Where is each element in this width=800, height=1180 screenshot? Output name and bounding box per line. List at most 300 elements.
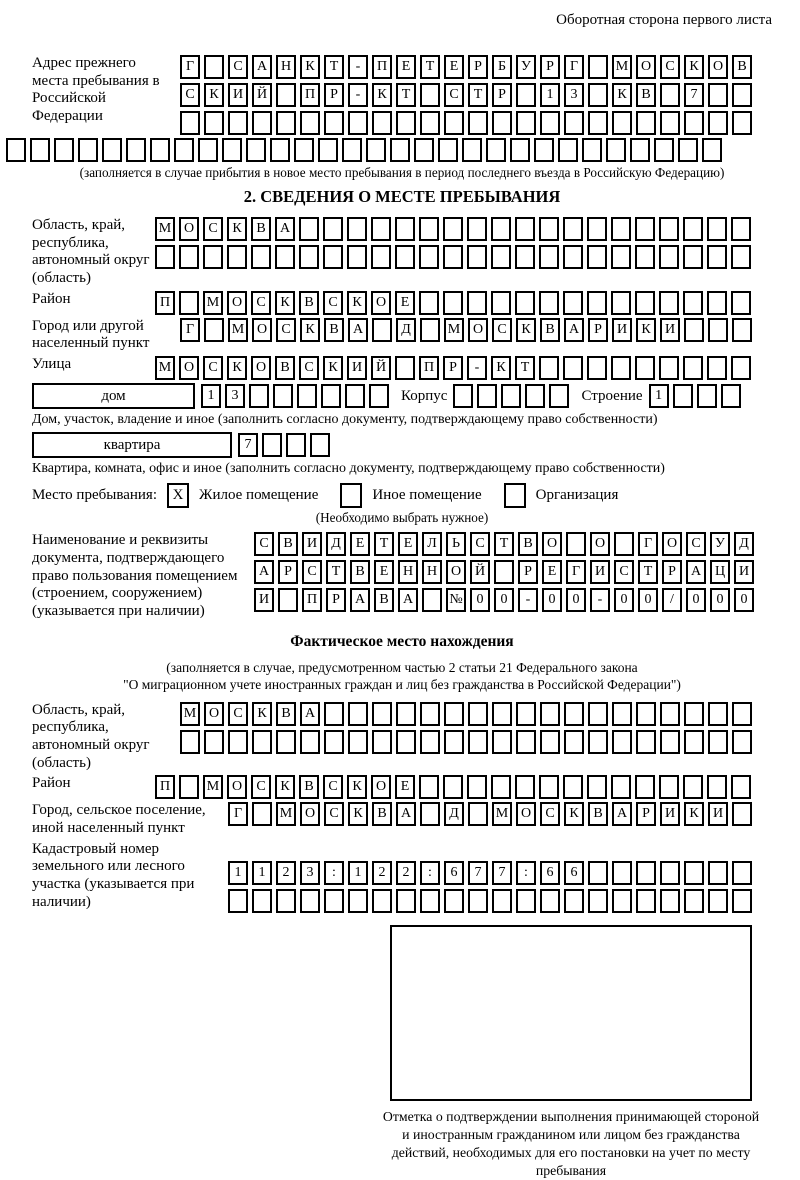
char-cell: Й <box>371 356 391 380</box>
street-field <box>32 356 772 380</box>
char-cell <box>278 588 298 612</box>
char-cell <box>732 83 752 107</box>
char-cell <box>204 111 224 135</box>
char-cell: 3 <box>300 861 320 885</box>
char-cell <box>420 730 440 754</box>
char-cell <box>420 111 440 135</box>
char-cell: С <box>254 532 274 556</box>
actual-region-field <box>32 702 772 773</box>
char-cell: М <box>203 775 223 799</box>
actual-city-field <box>32 802 772 837</box>
char-cell: К <box>347 775 367 799</box>
char-cell: 0 <box>710 588 730 612</box>
char-cell <box>294 138 314 162</box>
char-cell <box>708 889 728 913</box>
char-cell <box>635 356 655 380</box>
char-cell <box>276 889 296 913</box>
char-cell: М <box>612 55 632 79</box>
char-cell <box>516 702 536 726</box>
char-cell: С <box>614 560 634 584</box>
char-cell <box>324 889 344 913</box>
char-cell: О <box>179 217 199 241</box>
char-cell: С <box>492 318 512 342</box>
char-cell: К <box>347 291 367 315</box>
char-cell <box>635 775 655 799</box>
char-cell: К <box>612 83 632 107</box>
confirmation-stamp-box <box>390 925 752 1101</box>
char-cell: В <box>350 560 370 584</box>
char-cell <box>708 861 728 885</box>
char-cell <box>468 889 488 913</box>
char-cell <box>708 730 728 754</box>
stay-type-label: Место пребывания: <box>32 487 157 504</box>
char-cell <box>660 83 680 107</box>
char-cell <box>606 138 626 162</box>
char-cell <box>126 138 146 162</box>
char-cell <box>731 291 751 315</box>
char-cell: Н <box>398 560 418 584</box>
char-cell <box>347 217 367 241</box>
char-cell: Е <box>350 532 370 556</box>
char-cell <box>179 291 199 315</box>
char-cell: Д <box>734 532 754 556</box>
char-cell <box>636 111 656 135</box>
document-row-1 <box>254 532 754 556</box>
actual-region-label: Область, край, республика, автономный округ (область) <box>32 701 150 771</box>
char-cell: - <box>467 356 487 380</box>
char-cell: 1 <box>201 384 221 408</box>
char-cell: Р <box>324 83 344 107</box>
char-cell <box>515 245 535 269</box>
char-cell <box>203 245 223 269</box>
char-cell: 6 <box>444 861 464 885</box>
char-cell: М <box>155 356 175 380</box>
char-cell <box>564 702 584 726</box>
char-cell <box>246 138 266 162</box>
char-cell: О <box>636 55 656 79</box>
char-cell: Д <box>326 532 346 556</box>
char-cell <box>539 217 559 241</box>
actual-region-row-1 <box>180 702 752 726</box>
char-cell <box>420 802 440 826</box>
char-cell <box>659 356 679 380</box>
char-cell: Й <box>252 83 272 107</box>
char-cell <box>467 775 487 799</box>
char-cell <box>612 889 632 913</box>
char-cell: 0 <box>566 588 586 612</box>
house-box: дом <box>32 383 195 409</box>
char-cell: 3 <box>564 83 584 107</box>
stay-type-option-other: Иное помещение <box>372 487 482 504</box>
char-cell <box>492 730 512 754</box>
char-cell <box>396 730 416 754</box>
char-cell <box>612 861 632 885</box>
char-cell <box>516 83 536 107</box>
char-cell: К <box>275 291 295 315</box>
actual-location-title: Фактическое место нахождения <box>290 632 514 650</box>
char-cell: 2 <box>372 861 392 885</box>
char-cell <box>228 111 248 135</box>
char-cell: В <box>732 55 752 79</box>
char-cell: А <box>348 318 368 342</box>
char-cell <box>468 802 488 826</box>
char-cell <box>366 138 386 162</box>
char-cell <box>732 861 752 885</box>
char-cell <box>708 83 728 107</box>
char-cell <box>204 730 224 754</box>
char-cell: Е <box>542 560 562 584</box>
char-cell <box>78 138 98 162</box>
char-cell <box>444 111 464 135</box>
char-cell: 0 <box>686 588 706 612</box>
apartment-row <box>32 432 772 458</box>
char-cell <box>390 138 410 162</box>
char-cell <box>510 138 530 162</box>
char-cell <box>683 291 703 315</box>
char-cell <box>697 384 717 408</box>
char-cell <box>54 138 74 162</box>
char-cell <box>396 702 416 726</box>
char-cell <box>6 138 26 162</box>
char-cell: О <box>590 532 610 556</box>
char-cell: О <box>446 560 466 584</box>
char-cell <box>318 138 338 162</box>
char-cell: К <box>275 775 295 799</box>
stroenie-cells <box>649 384 741 408</box>
char-cell: 6 <box>564 861 584 885</box>
actual-district-field <box>32 775 772 799</box>
char-cell: 7 <box>684 83 704 107</box>
char-cell: О <box>371 775 391 799</box>
char-cell <box>273 384 293 408</box>
char-cell: И <box>347 356 367 380</box>
house-cells <box>201 384 389 408</box>
corner-note: Оборотная сторона первого листа <box>556 12 772 28</box>
char-cell <box>395 217 415 241</box>
char-cell <box>372 889 392 913</box>
char-cell <box>732 802 752 826</box>
house-row <box>32 383 772 409</box>
char-cell <box>564 730 584 754</box>
char-cell: О <box>516 802 536 826</box>
document-row-2 <box>254 560 754 584</box>
char-cell: : <box>324 861 344 885</box>
char-cell: Е <box>444 55 464 79</box>
char-cell <box>174 138 194 162</box>
char-cell: В <box>299 775 319 799</box>
char-cell <box>660 702 680 726</box>
char-cell <box>249 384 269 408</box>
char-cell: Т <box>638 560 658 584</box>
char-cell: 7 <box>238 433 258 457</box>
char-cell <box>587 217 607 241</box>
char-cell <box>396 111 416 135</box>
char-cell: П <box>302 588 322 612</box>
char-cell <box>684 889 704 913</box>
char-cell <box>549 384 569 408</box>
char-cell <box>707 217 727 241</box>
char-cell <box>707 245 727 269</box>
char-cell <box>566 532 586 556</box>
char-cell: К <box>491 356 511 380</box>
char-cell <box>563 775 583 799</box>
stay-type-option-residential: Жилое помещение <box>199 487 319 504</box>
char-cell: Т <box>396 83 416 107</box>
char-cell <box>684 702 704 726</box>
char-cell <box>678 138 698 162</box>
char-cell <box>252 111 272 135</box>
prev-address-field <box>32 55 772 135</box>
char-cell: Р <box>326 588 346 612</box>
apartment-cells <box>238 433 330 457</box>
char-cell <box>515 775 535 799</box>
char-cell <box>636 702 656 726</box>
char-cell: 1 <box>540 83 560 107</box>
char-cell <box>563 356 583 380</box>
char-cell: № <box>446 588 466 612</box>
char-cell: Л <box>422 532 442 556</box>
char-cell <box>588 111 608 135</box>
char-cell <box>563 245 583 269</box>
char-cell: Р <box>588 318 608 342</box>
char-cell: С <box>323 775 343 799</box>
char-cell <box>684 111 704 135</box>
prev-address-row-3 <box>180 111 752 135</box>
char-cell <box>324 702 344 726</box>
char-cell <box>564 889 584 913</box>
char-cell: И <box>590 560 610 584</box>
region-row-2 <box>155 245 751 269</box>
char-cell <box>468 111 488 135</box>
char-cell: С <box>276 318 296 342</box>
char-cell <box>252 802 272 826</box>
char-cell <box>180 111 200 135</box>
apartment-box: квартира <box>32 432 232 458</box>
char-cell: Г <box>566 560 586 584</box>
char-cell: О <box>251 356 271 380</box>
char-cell: 1 <box>252 861 272 885</box>
char-cell <box>155 245 175 269</box>
char-cell <box>228 730 248 754</box>
char-cell <box>371 245 391 269</box>
char-cell <box>659 775 679 799</box>
char-cell <box>276 730 296 754</box>
char-cell <box>708 318 728 342</box>
char-cell: Т <box>515 356 535 380</box>
char-cell: К <box>227 217 247 241</box>
char-cell: Е <box>395 775 415 799</box>
cadastral-label: Кадастровый номер земельного или лесного участка (указывается при наличии) <box>32 840 195 910</box>
char-cell <box>369 384 389 408</box>
char-cell: Н <box>276 55 296 79</box>
char-cell: С <box>302 560 322 584</box>
char-cell <box>684 861 704 885</box>
char-cell <box>443 217 463 241</box>
char-cell <box>611 356 631 380</box>
confirmation-area <box>380 925 762 1180</box>
char-cell: 1 <box>228 861 248 885</box>
char-cell: С <box>470 532 490 556</box>
char-cell <box>395 245 415 269</box>
char-cell: С <box>324 802 344 826</box>
char-cell <box>636 889 656 913</box>
document-row-3 <box>254 588 754 612</box>
char-cell: Т <box>326 560 346 584</box>
char-cell: - <box>518 588 538 612</box>
char-cell: С <box>203 356 223 380</box>
char-cell: Е <box>398 532 418 556</box>
char-cell <box>540 111 560 135</box>
char-cell: С <box>228 702 248 726</box>
char-cell <box>486 138 506 162</box>
char-cell: / <box>662 588 682 612</box>
char-cell <box>395 356 415 380</box>
char-cell: О <box>179 356 199 380</box>
char-cell <box>419 775 439 799</box>
char-cell <box>491 291 511 315</box>
char-cell: М <box>155 217 175 241</box>
char-cell: Г <box>564 55 584 79</box>
char-cell <box>453 384 473 408</box>
char-cell: А <box>612 802 632 826</box>
cadastral-field <box>32 841 772 913</box>
char-cell <box>414 138 434 162</box>
char-cell: О <box>468 318 488 342</box>
char-cell: О <box>227 291 247 315</box>
district-row <box>155 291 751 315</box>
char-cell: 2 <box>396 861 416 885</box>
char-cell: Р <box>636 802 656 826</box>
char-cell <box>180 730 200 754</box>
prev-address-label: Адрес прежнего места пребывания в Российской Федерации <box>32 55 160 125</box>
char-cell: В <box>518 532 538 556</box>
char-cell <box>732 702 752 726</box>
char-cell <box>516 111 536 135</box>
char-cell: А <box>686 560 706 584</box>
char-cell: Д <box>396 318 416 342</box>
char-cell <box>563 217 583 241</box>
char-cell <box>539 775 559 799</box>
char-cell: П <box>300 83 320 107</box>
char-cell: Г <box>638 532 658 556</box>
char-cell: В <box>588 802 608 826</box>
char-cell: В <box>275 356 295 380</box>
char-cell <box>321 384 341 408</box>
char-cell <box>467 217 487 241</box>
char-cell <box>539 245 559 269</box>
char-cell <box>252 889 272 913</box>
char-cell <box>612 730 632 754</box>
actual-location-note <box>32 659 772 694</box>
char-cell <box>491 775 511 799</box>
actual-region-row-2 <box>180 730 752 754</box>
char-cell <box>270 138 290 162</box>
char-cell: В <box>251 217 271 241</box>
char-cell <box>324 111 344 135</box>
char-cell: А <box>350 588 370 612</box>
city-label: Город или другой населенный пункт <box>32 317 150 352</box>
char-cell <box>587 245 607 269</box>
char-cell: С <box>660 55 680 79</box>
char-cell <box>420 83 440 107</box>
char-cell <box>732 318 752 342</box>
char-cell: С <box>228 55 248 79</box>
char-cell: В <box>299 291 319 315</box>
char-cell: - <box>348 83 368 107</box>
stay-type-note: (Необходимо выбрать нужное) <box>315 510 489 526</box>
char-cell <box>323 217 343 241</box>
char-cell: А <box>275 217 295 241</box>
char-cell <box>276 83 296 107</box>
char-cell <box>683 245 703 269</box>
char-cell <box>515 291 535 315</box>
char-cell <box>477 384 497 408</box>
char-cell: М <box>444 318 464 342</box>
char-cell: Б <box>492 55 512 79</box>
char-cell <box>731 775 751 799</box>
char-cell: К <box>684 55 704 79</box>
char-cell: Р <box>662 560 682 584</box>
char-cell: К <box>227 356 247 380</box>
char-cell <box>612 111 632 135</box>
char-cell: В <box>372 802 392 826</box>
char-cell <box>179 245 199 269</box>
char-cell <box>444 730 464 754</box>
char-cell <box>30 138 50 162</box>
prev-address-note: (заполняется в случае прибытия в новое место пребывания в период последнего въезда в Российскую Федерацию) <box>79 165 725 180</box>
char-cell <box>659 291 679 315</box>
char-cell: - <box>590 588 610 612</box>
char-cell <box>707 291 727 315</box>
char-cell <box>588 55 608 79</box>
char-cell <box>467 291 487 315</box>
char-cell: - <box>348 55 368 79</box>
char-cell: К <box>348 802 368 826</box>
char-cell: К <box>516 318 536 342</box>
char-cell <box>372 318 392 342</box>
char-cell: 0 <box>542 588 562 612</box>
char-cell: К <box>300 318 320 342</box>
char-cell <box>708 111 728 135</box>
char-cell <box>515 217 535 241</box>
char-cell: И <box>254 588 274 612</box>
char-cell: П <box>155 291 175 315</box>
char-cell <box>683 356 703 380</box>
district-label: Район <box>32 290 71 307</box>
char-cell: О <box>371 291 391 315</box>
region-label: Область, край, республика, автономный округ (область) <box>32 217 150 287</box>
char-cell: 6 <box>540 861 560 885</box>
actual-district-row <box>155 775 751 799</box>
char-cell <box>372 702 392 726</box>
char-cell: И <box>660 802 680 826</box>
document-label: Наименование и реквизиты документа, подтверждающего право пользования помещением (строением, сооружением) (указывается при наличии) <box>32 532 238 619</box>
char-cell <box>300 889 320 913</box>
char-cell <box>702 138 722 162</box>
char-cell <box>732 889 752 913</box>
char-cell <box>731 217 751 241</box>
char-cell: П <box>419 356 439 380</box>
char-cell: С <box>203 217 223 241</box>
char-cell: Е <box>396 55 416 79</box>
prev-address-row-2 <box>180 83 752 107</box>
char-cell <box>588 889 608 913</box>
char-cell: 0 <box>494 588 514 612</box>
char-cell: У <box>710 532 730 556</box>
cadastral-row-2 <box>228 889 752 913</box>
char-cell <box>611 217 631 241</box>
char-cell <box>204 318 224 342</box>
